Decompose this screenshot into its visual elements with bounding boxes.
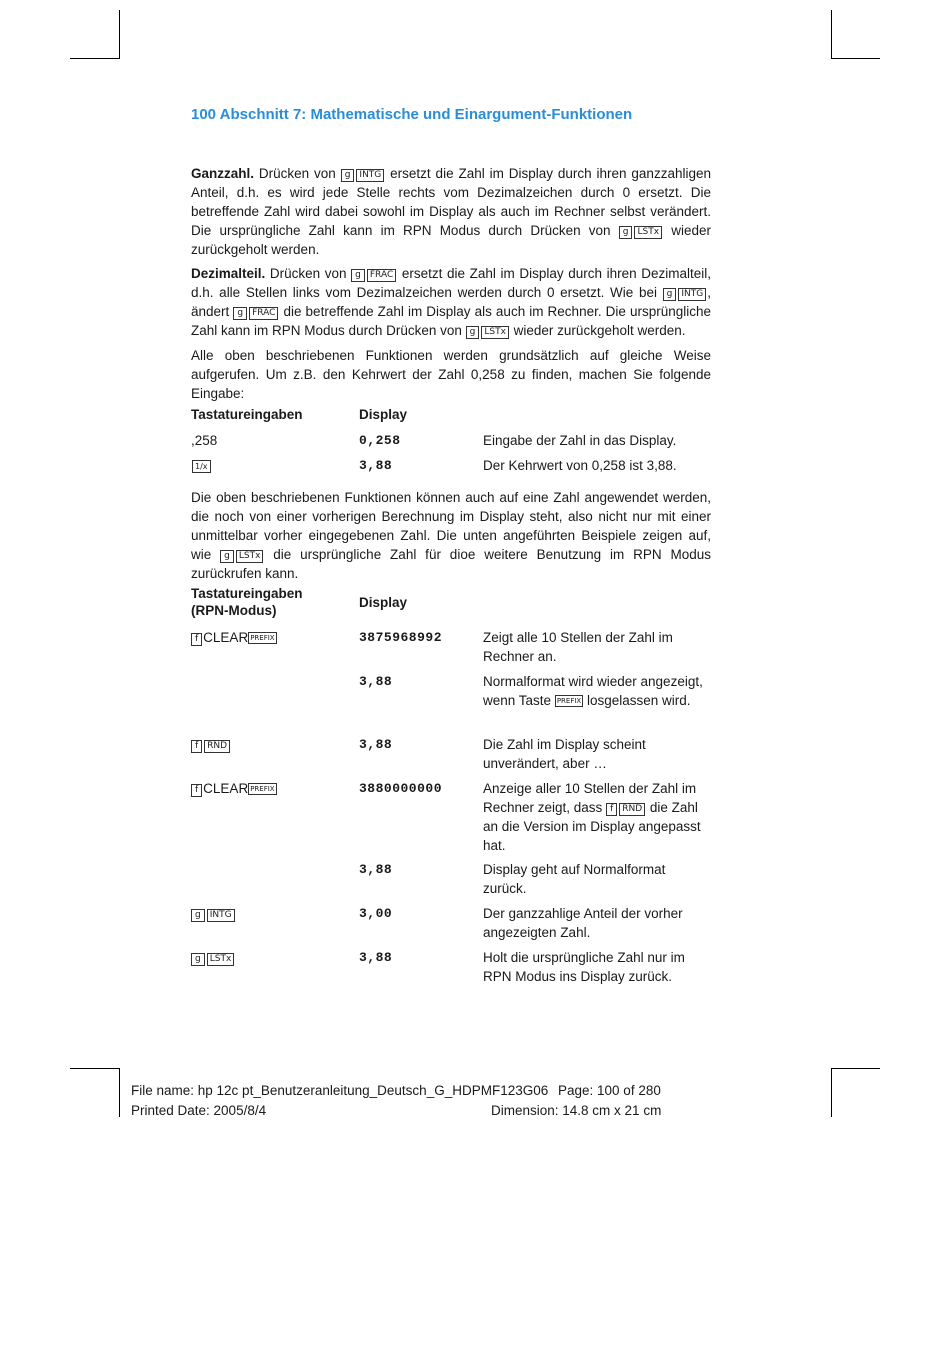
crop-mark-top-left-horizontal [70, 58, 120, 59]
key-clear-label: CLEAR [203, 630, 249, 645]
key-prefix: PREFIX [556, 697, 582, 705]
footer-page: Page: 100 of 280 [558, 1083, 661, 1098]
text-run: losgelassen wird. [583, 693, 691, 708]
text-run: Drücken von [265, 266, 352, 281]
description-cell: Zeigt alle 10 Stellen der Zahl im Rechner an. [483, 630, 673, 664]
key-intg: INTG [678, 288, 706, 301]
crop-mark-bottom-right-horizontal [831, 1068, 880, 1069]
text-run: ersetzt die Zahl im Display durch ihren Dezimalteil, d.h. alle Stellen links vom Dezimalzeichen werden durch 0 ersetzt. Wie bei [191, 266, 711, 300]
display-cell: 3,88 [359, 458, 393, 473]
keys-cell [191, 948, 351, 967]
page-header: 100 Abschnitt 7: Mathematische und Einargument-Funktionen [191, 106, 633, 123]
paragraph-previous-result [191, 488, 711, 583]
display-cell: 3,88 [359, 737, 393, 752]
text-run: Anzeige aller 10 Stellen der Zahl im Rechner zeigt, dass [483, 781, 697, 815]
keys-cell [191, 779, 351, 798]
keys-cell [191, 735, 351, 754]
text-run: ersetzt die Zahl im Display durch ihren ganzzahligen Anteil, d.h. es wird jede Stelle rechts vom Dezimalzeichen durch 0 ersetzt. Die betreffende Zahl wird dabei sowohl im Display als auch im Rechner selbst verändert. Die ursprüngliche Zahl kann im RPN Modus durch Drücken von [191, 166, 711, 238]
key-f: f [606, 803, 617, 816]
key-prefix: PREFIX [250, 634, 275, 642]
key-clear-label: CLEAR [203, 781, 249, 796]
key-reciprocal: 1/x [192, 460, 211, 473]
paragraph-dezimalteil [191, 264, 711, 340]
text-run: Die oben beschriebenen Funktionen können auch auf eine Zahl angewendet werden, die noch von einer vorherigen Berechnung im Display steht, also nicht nur mit einer unmittelbar vorher eingegebenen Zahl. Die unten angeführten Beispiele zeigen auf, wie [191, 490, 711, 562]
text-run: Normalformat wird wieder angezeigt, wenn Taste [483, 674, 703, 708]
key-intg: INTG [207, 909, 235, 922]
key-rnd: RND [619, 803, 645, 816]
description-cell: Der ganzzahlige Anteil der vorher angezeigten Zahl. [483, 906, 683, 940]
key-rnd: RND [204, 740, 230, 753]
keys-cell [191, 904, 351, 923]
description-cell: Display geht auf Normalformat zurück. [483, 862, 666, 896]
description-cell: Der Kehrwert von 0,258 ist 3,88. [483, 458, 677, 473]
key-g: g [191, 953, 205, 966]
text-run: die Zahl an die Version im Display angepasst hat. [483, 800, 701, 853]
footer-printed-date: Printed Date: 2005/8/4 [131, 1103, 267, 1118]
paragraph-ganzzahl [191, 164, 711, 259]
key-g: g [466, 326, 480, 339]
key-lstx: LSTx [207, 953, 235, 966]
display-cell: 3875968992 [359, 630, 443, 645]
text-run: die ursprüngliche Zahl für dioe weitere Benutzung im RPN Modus zurückrufen kann. [191, 547, 711, 581]
description-cell: Holt die ursprüngliche Zahl nur im RPN Modus ins Display zurück. [483, 950, 685, 984]
display-cell: 3880000000 [359, 781, 443, 796]
key-f: f [191, 633, 202, 646]
key-frac: FRAC [367, 269, 396, 282]
key-f: f [191, 784, 202, 797]
display-cell: 0,258 [359, 433, 401, 448]
key-lstx: LSTx [236, 550, 264, 563]
display-cell: 3,00 [359, 906, 393, 921]
keys-cell [191, 628, 351, 647]
header-line: Tastatureingaben [191, 586, 303, 601]
key-g: g [220, 550, 234, 563]
key-lstx: LSTx [634, 226, 662, 239]
key-g: g [341, 169, 355, 182]
description-cell: Die Zahl im Display scheint unverändert, aber … [483, 737, 646, 771]
column-header-keys [191, 585, 351, 619]
key-g: g [233, 307, 247, 320]
display-cell: 3,88 [359, 862, 393, 877]
key-prefix: PREFIX [250, 785, 275, 793]
key-g: g [191, 909, 205, 922]
key-g: g [619, 226, 633, 239]
key-lstx: LSTx [481, 326, 509, 339]
column-header-keys: Tastatureingaben [191, 407, 303, 422]
text-run: , ändert [191, 285, 711, 319]
display-cell: 3,88 [359, 950, 393, 965]
crop-mark-top-right-horizontal [831, 58, 880, 59]
text-run: Drücken von [254, 166, 341, 181]
text-run: wieder zurückgeholt werden. [191, 223, 711, 257]
keys-cell [191, 456, 351, 475]
crop-mark-bottom-right-vertical [831, 1068, 832, 1117]
text-run: die betreffende Zahl im Display als auch im Rechner. Die ursprüngliche Zahl kann im RPN Modus durch Drücken von [191, 304, 712, 338]
crop-mark-bottom-left-horizontal [70, 1068, 120, 1069]
crop-mark-top-left-vertical [119, 10, 120, 59]
paragraph-intro-example: Alle oben beschriebenen Funktionen werden grundsätzlich auf gleiche Weise aufgerufen. Um z.B. den Kehrwert der Zahl 0,258 zu finden, machen Sie folgende Eingabe: [191, 348, 711, 401]
paragraph-lead: Ganzzahl. [191, 166, 255, 181]
crop-mark-bottom-left-vertical [119, 1068, 120, 1117]
footer-filename: File name: hp 12c pt_Benutzeranleitung_Deutsch_G_HDPMF123G06 [131, 1083, 549, 1098]
column-header-display: Display [359, 595, 408, 610]
description-cell [483, 779, 711, 855]
header-line: (RPN-Modus) [191, 603, 277, 618]
paragraph-lead: Dezimalteil. [191, 266, 266, 281]
description-cell: Eingabe der Zahl in das Display. [483, 433, 677, 448]
key-g: g [351, 269, 365, 282]
footer-dimension: Dimension: 14.8 cm x 21 cm [491, 1103, 662, 1118]
keys-cell: ,258 [191, 433, 218, 448]
key-intg: INTG [356, 169, 384, 182]
key-frac: FRAC [249, 307, 278, 320]
key-g: g [663, 288, 677, 301]
description-cell [483, 672, 711, 710]
text-run: wieder zurückgeholt werden. [509, 323, 686, 338]
column-header-display: Display [359, 407, 408, 422]
key-f: f [191, 740, 202, 753]
crop-mark-top-right-vertical [831, 10, 832, 59]
display-cell: 3,88 [359, 674, 393, 689]
